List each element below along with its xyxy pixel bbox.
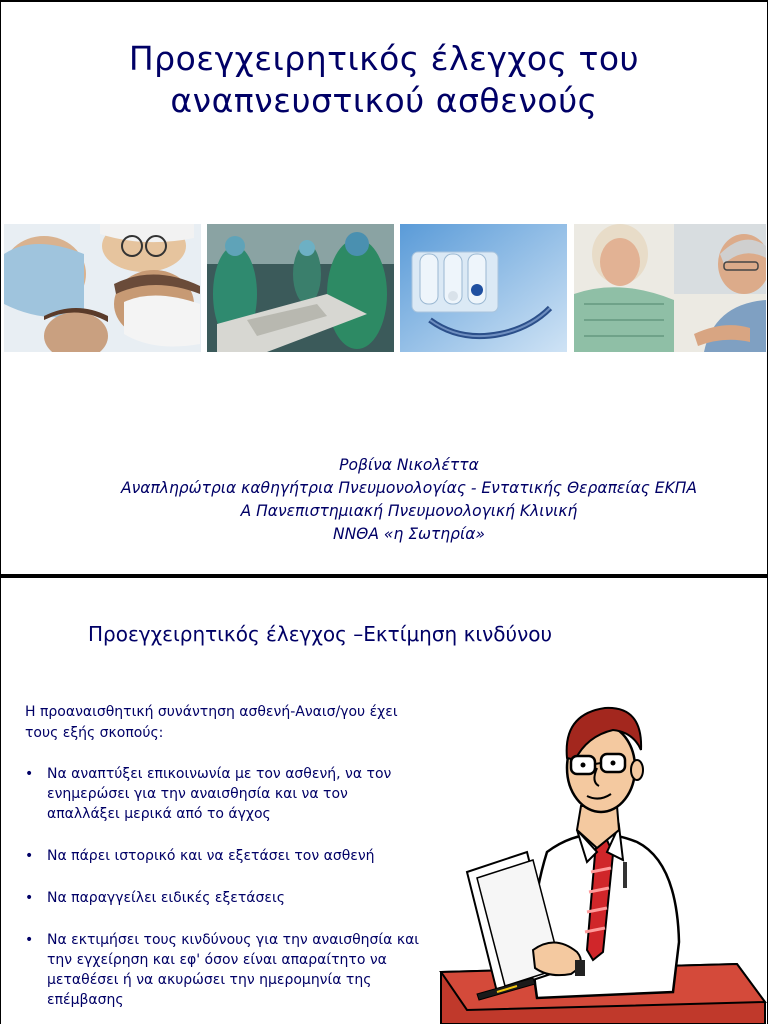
list-item <box>25 930 425 1010</box>
clinic-name: Α Πανεπιστημιακή Πνευμονολογική Κλινική <box>240 502 578 520</box>
elderly-patients-photo <box>574 224 766 352</box>
slide-title-line-2: αναπνευστικού ασθενούς <box>170 81 598 120</box>
list-item-text: Να εκτιμήσει τους κινδύνους για την αναισθησία και την εγχείρηση και εφ' όσον είναι απαραίτητο να μεταθέσει ή να ακυρώσει την ημερομηνία της επέμβασης <box>47 932 420 1008</box>
intro-text: Η προαναισθητική συνάντηση ασθενή-Αναισ/γου έχει τους εξής σκοπούς: <box>25 704 398 741</box>
risk-assessment-slide <box>1 578 767 1024</box>
bullet-icon: • <box>25 766 34 782</box>
list-item <box>25 764 425 824</box>
slide-title <box>1 38 767 122</box>
list-item <box>25 846 425 866</box>
presenter-credits <box>1 454 767 546</box>
list-item-text: Να πάρει ιστορικό και να εξετάσει τον ασθενή <box>47 848 375 864</box>
title-slide <box>1 2 767 574</box>
list-item-text: Να αναπτύξει επικοινωνία με τον ασθενή, να τον ενημερώσει για την αναισθησία και να τον απαλλάξει μερικά από το άγχος <box>47 766 392 822</box>
list-item <box>25 888 425 908</box>
photo-strip <box>1 220 767 357</box>
bullet-icon: • <box>25 932 34 948</box>
incentive-spirometer-photo <box>400 224 567 352</box>
operating-room-photo <box>207 224 394 352</box>
doctor-clipart <box>437 702 767 1024</box>
bullet-icon: • <box>25 848 34 864</box>
slide-title-line-1: Προεγχειρητικός έλεγχος του <box>128 39 640 78</box>
list-item-text: Να παραγγείλει ειδικές εξετάσεις <box>47 890 285 906</box>
author-name: Ροβίνα Νικολέττα <box>339 456 479 474</box>
slide-title: Προεγχειρητικός έλεγχος –Εκτίμηση κινδύνου <box>88 622 553 646</box>
hospital-name: ΝΝΘΑ «η Σωτηρία» <box>332 525 486 543</box>
objectives-list <box>25 764 425 1024</box>
author-role: Αναπληρώτρια καθηγήτρια Πνευμονολογίας - Εντατικής Θεραπείας ΕΚΠΑ <box>121 479 697 497</box>
surgeons-looking-down-photo <box>4 224 201 352</box>
bullet-icon: • <box>25 890 34 906</box>
